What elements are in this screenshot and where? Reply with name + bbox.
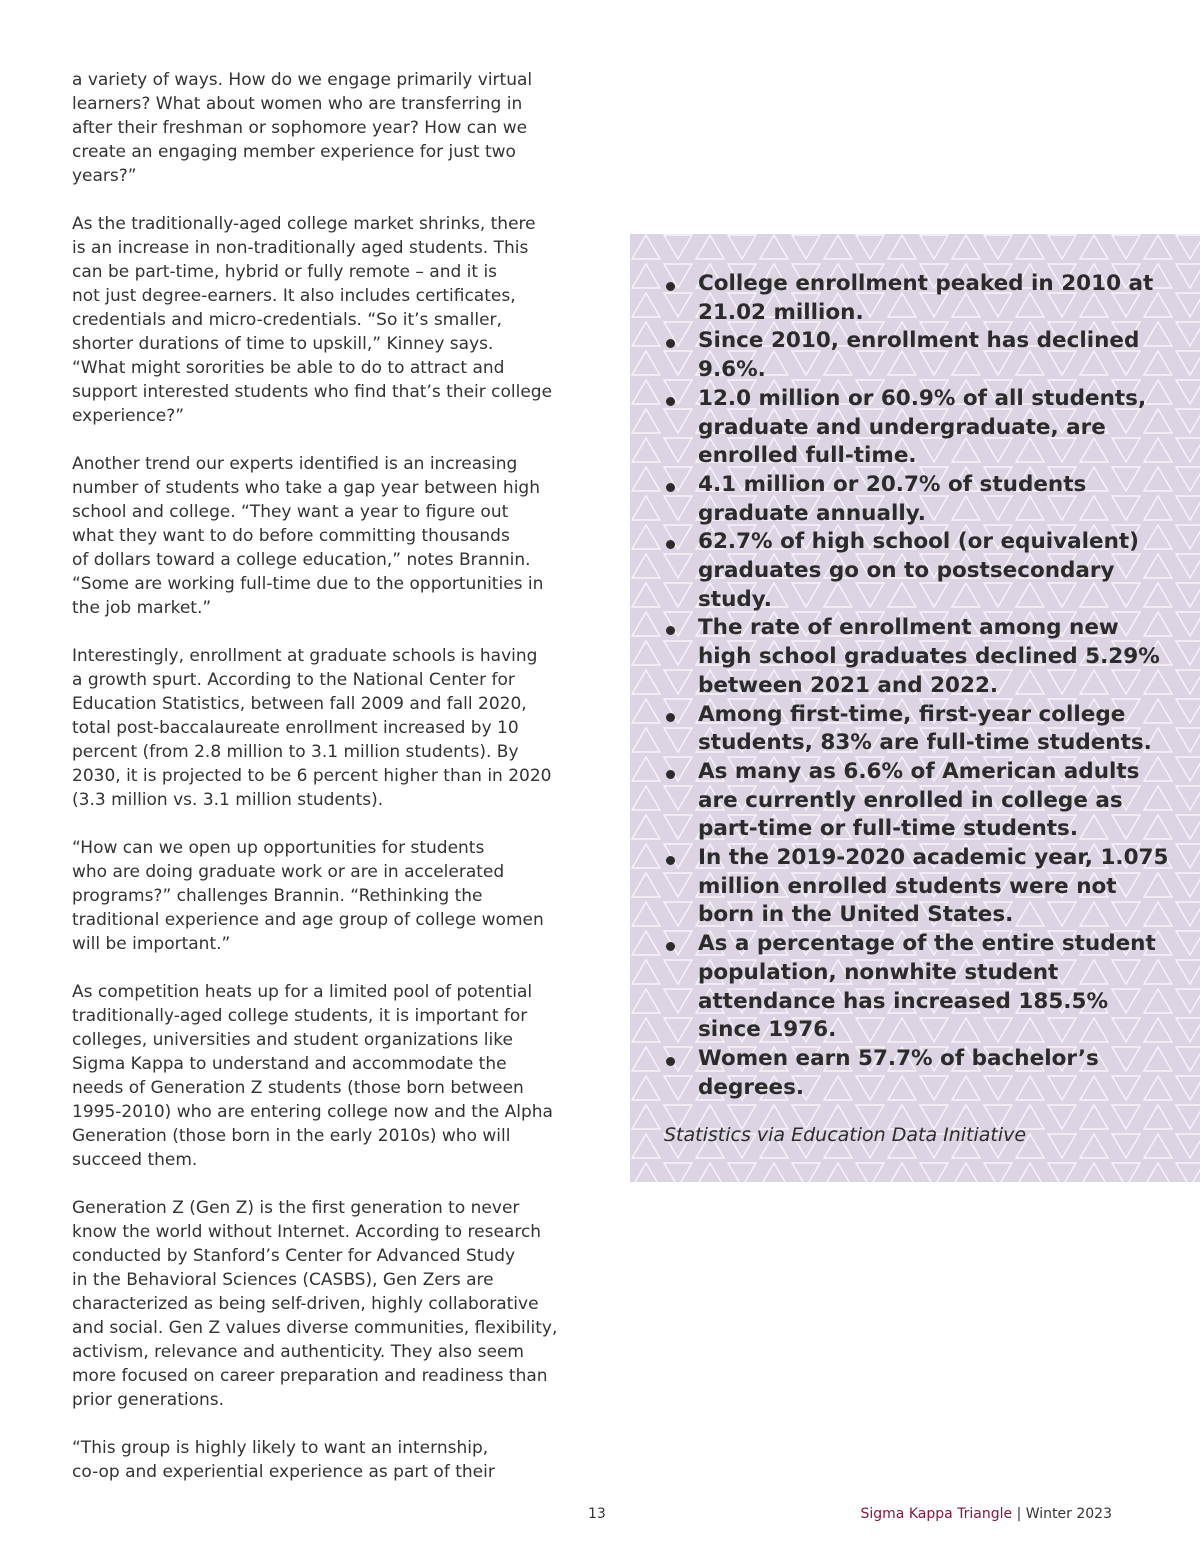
article-paragraph: As the traditionally-aged college market shrinks, there is an increase in non-traditionally aged students. This can be part-time, hybrid or fully remote – and it is not just degree-earners. It also includes certificates, credentials and micro-credentials. “So it’s smaller, shorter durations of time to upskill,” Kinney says. “What might sororities be able to do to attract and support interested students who find that’s their college experience?” — [72, 214, 553, 426]
bullet-icon — [666, 856, 675, 865]
stat-text: As a percentage of the entire student population, nonwhite student attendance has increased 185.5% since 1976. — [698, 931, 1156, 1043]
bullet-icon — [666, 626, 675, 635]
stat-text: 4.1 million or 20.7% of students graduate annually. — [698, 471, 1087, 526]
stat-text: Among first-time, first-year college students, 83% are full-time students. — [698, 701, 1152, 756]
stat-text: Since 2010, enrollment has declined 9.6%. — [698, 328, 1140, 383]
list-item — [664, 614, 1180, 700]
article-paragraph: Interestingly, enrollment at graduate schools is having a growth spurt. According to the National Center for Education Statistics, between fall 2009 and fall 2020, total post-baccalaureate enrollment increased by 10 percent (from 2.8 million to 3.1 million students). By 2030, it is projected to be 6 percent higher than in 2020 (3.3 million vs. 3.1 million students). — [72, 646, 552, 810]
stat-text: College enrollment peaked in 2010 at 21.02 million. — [698, 271, 1154, 325]
article-paragraph: “How can we open up opportunities for students who are doing graduate work or are in accelerated programs?” challenges Brannin. “Rethinking the traditional experience and age group of college women will be important.” — [72, 838, 544, 954]
bullet-icon — [666, 540, 675, 549]
bullet-icon — [666, 713, 675, 722]
article-paragraph: a variety of ways. How do we engage primarily virtual learners? What about women who are transferring in after their freshman or sophomore year? How can we create an engaging member experience for just two years?” — [72, 70, 533, 186]
publication-name: Sigma Kappa Triangle — [860, 1506, 1013, 1522]
stat-text: Women earn 57.7% of bachelor’s degrees. — [698, 1045, 1099, 1100]
list-item — [664, 270, 1180, 327]
list-item — [664, 701, 1180, 758]
bullet-icon — [666, 1057, 675, 1066]
list-item — [664, 1045, 1180, 1102]
stat-text: In the 2019-2020 academic year, 1.075 million enrolled students were not born in the United States. — [698, 845, 1169, 928]
bullet-icon — [666, 397, 675, 406]
bullet-icon — [666, 483, 675, 492]
statistics-source: Statistics via Education Data Initiative — [664, 1124, 1027, 1146]
list-item — [664, 528, 1180, 614]
list-item — [664, 327, 1180, 384]
stat-text: 62.7% of high school (or equivalent) graduates go on to postsecondary study. — [698, 529, 1140, 612]
statistics-sidebar — [630, 234, 1200, 1182]
publication-info — [860, 1506, 1112, 1522]
bullet-icon — [666, 282, 675, 291]
list-item — [664, 385, 1180, 471]
page-number: 13 — [588, 1506, 606, 1522]
bullet-icon — [666, 770, 675, 779]
bullet-icon — [666, 339, 675, 348]
article-paragraph: Generation Z (Gen Z) is the first generation to never know the world without Internet. According to research conducted by Stanford’s Center for Advanced Study in the Behavioral Sciences (CASBS), Gen Zers are characterized as being self-driven, highly collaborative and social. Gen Z values diverse communities, flexibility, activism, relevance and authenticity. They also seem more focused on career preparation and readiness than prior generations. — [72, 1198, 558, 1410]
stat-text: The rate of enrollment among new high school graduates declined 5.29% between 2021 and 2022. — [698, 615, 1160, 698]
list-item — [664, 471, 1180, 528]
article-paragraph: As competition heats up for a limited pool of potential traditionally-aged college students, it is important for colleges, universities and student organizations like Sigma Kappa to understand and accommodate the needs of Generation Z students (those born between 1995-2010) who are entering college now and the Alpha Generation (those born in the early 2010s) who will succeed them. — [72, 982, 553, 1170]
footer-separator: | — [1016, 1506, 1022, 1522]
list-item — [664, 844, 1180, 930]
list-item — [664, 758, 1180, 844]
article-column — [72, 68, 584, 1508]
stat-text: As many as 6.6% of American adults are currently enrolled in college as part-time or full-time students. — [698, 758, 1140, 842]
bullet-icon — [666, 942, 675, 951]
list-item — [664, 930, 1180, 1045]
statistics-list — [664, 270, 1180, 1102]
article-paragraph: “This group is highly likely to want an internship, co-op and experiential experience as part of their — [72, 1438, 495, 1482]
stat-text: 12.0 million or 60.9% of all students, graduate and undergraduate, are enrolled full-time. — [698, 385, 1147, 469]
article-paragraph: Another trend our experts identified is an increasing number of students who take a gap year between high school and college. “They want a year to figure out what they want to do before committing thousands of dollars toward a college education,” notes Brannin. “Some are working full-time due to the opportunities in the job market.” — [72, 454, 544, 618]
issue-label: Winter 2023 — [1025, 1506, 1112, 1522]
